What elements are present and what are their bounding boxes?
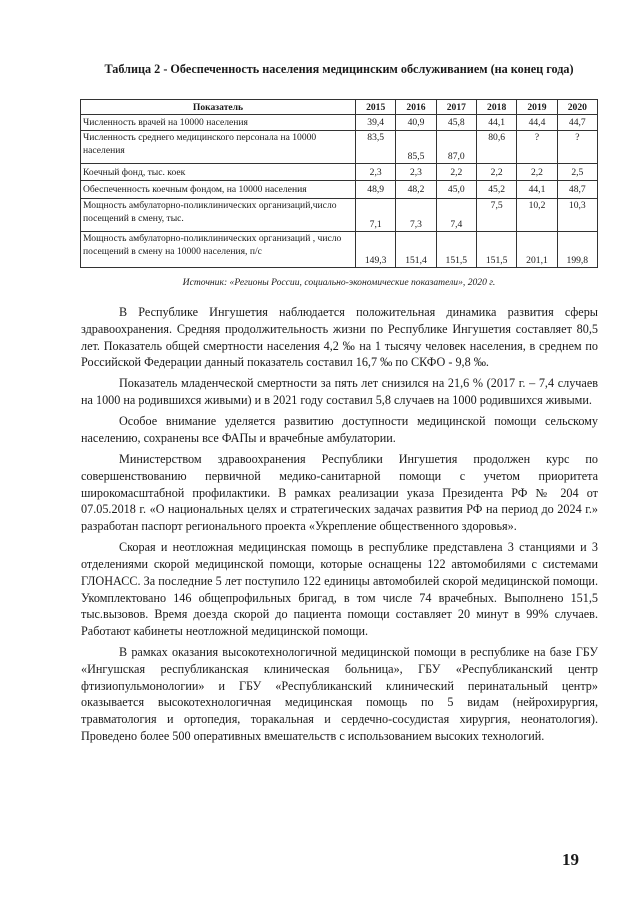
- table-cell: 44,1: [517, 181, 557, 199]
- table-cell: 151,4: [396, 232, 436, 268]
- data-table: [80, 99, 598, 268]
- table-cell: 87,0: [436, 131, 476, 164]
- table-cell: 7,3: [396, 199, 436, 232]
- table-cell: 2,2: [436, 164, 476, 181]
- table-cell: 48,2: [396, 181, 436, 199]
- table-cell: 201,1: [517, 232, 557, 268]
- header-cell: Показатель: [81, 100, 356, 115]
- table-cell: 7,5: [476, 199, 516, 232]
- row-label: Численность врачей на 10000 населения: [81, 115, 356, 131]
- body-text: [81, 304, 598, 749]
- table-cell: ?: [517, 131, 557, 164]
- table-cell: 83,5: [356, 131, 396, 164]
- table-row: [81, 131, 598, 164]
- paragraph: Скорая и неотложная медицинская помощь в республике представлена 3 станциями и 3 отделениями скорой медицинской помощи, которые оснащены 122 автомобилями с системами ГЛОНАСС. За последние 5 лет поступило 122 единицы автомобилей скорой медицинской помощи. Укомплектовано 146 общепрофильных бригад, в том числе 74 врачебных. Выполнено 151,5 тыс.вызовов. Время доезда скорой до пациента помощи составляет 20 минут в 99% случаев. Работают кабинеты неотложной медицинской помощи.: [81, 540, 598, 639]
- table-cell: 2,3: [356, 164, 396, 181]
- table-source-note: Источник: «Регионы России, социально-экономические показатели», 2020 г.: [182, 277, 496, 288]
- table-cell: 40,9: [396, 115, 436, 131]
- table-header-row: [81, 100, 598, 115]
- paragraph: В рамках оказания высокотехнологичной медицинской помощи в республике на базе ГБУ «Ингушская республиканская клиническая больница», ГБУ «Республиканский центр фтизиопульмонологии» и ГБУ «Республиканский клинический перинатальный центр» оказывается высокотехнологичная медицинская помощь по 5 видам (нейрохирургия, травматология и ортопедия, торакальная и сердечно-сосудистая хирургия, неонатология). Проведено более 500 оперативных вмешательств с использованием высоких технологий.: [81, 645, 598, 744]
- table-cell: 44,1: [476, 115, 516, 131]
- table-cell: 45,8: [436, 115, 476, 131]
- table-row: [81, 232, 598, 268]
- table-cell: 48,7: [557, 181, 597, 199]
- row-label: Мощность амбулаторно-поликлинических организаций , число посещений в смену на 10000 населения, п/с: [81, 232, 356, 268]
- table-row: [81, 115, 598, 131]
- row-label: Мощность амбулаторно-поликлинических организаций,число посещений в смену, тыс.: [81, 199, 356, 232]
- header-cell: 2020: [557, 100, 597, 115]
- table-cell: 2,3: [396, 164, 436, 181]
- paragraph: Показатель младенческой смертности за пять лет снизился на 21,6 % (2017 г. – 7,4 случаев на 1000 на родившихся живыми) и в 2021 году составил 5,8 случаев на 1000 родившихся живыми.: [81, 376, 598, 408]
- table-cell: 2,2: [517, 164, 557, 181]
- table-cell: 199,8: [557, 232, 597, 268]
- table-cell: 149,3: [356, 232, 396, 268]
- table-cell: 39,4: [356, 115, 396, 131]
- table-cell: 151,5: [476, 232, 516, 268]
- table-cell: 10,3: [557, 199, 597, 232]
- table-cell: 45,2: [476, 181, 516, 199]
- header-cell: 2018: [476, 100, 516, 115]
- table-cell: 80,6: [476, 131, 516, 164]
- table-cell: 45,0: [436, 181, 476, 199]
- table-cell: 151,5: [436, 232, 476, 268]
- table-cell: 85,5: [396, 131, 436, 164]
- row-label: Численность среднего медицинского персонала на 10000 населения: [81, 131, 356, 164]
- header-cell: 2015: [356, 100, 396, 115]
- header-cell: 2019: [517, 100, 557, 115]
- table-cell: 2,2: [476, 164, 516, 181]
- table-cell: 48,9: [356, 181, 396, 199]
- paragraph: Особое внимание уделяется развитию доступности медицинской помощи сельскому населению, сохранены все ФАПы и врачебные амбулатории.: [81, 414, 598, 445]
- row-label: Коечный фонд, тыс. коек: [81, 164, 356, 181]
- table-row: [81, 164, 598, 181]
- row-label: Обеспеченность коечным фондом, на 10000 населения: [81, 181, 356, 199]
- table-cell: 7,1: [356, 199, 396, 232]
- paragraph: В Республике Ингушетия наблюдается положительная динамика развития сферы здравоохранения. Средняя продолжительность жизни по Республике Ингушетия составляет 80,5 лет. Показатель общей смертности населения 4,2 ‰ на 1 тысячу человек населения, в среднем по Российской Федерации данный показатель составил 16,7 ‰ по СКФО - 9,8 ‰.: [81, 305, 598, 370]
- header-cell: 2017: [436, 100, 476, 115]
- table-cell: 2,5: [557, 164, 597, 181]
- table-cell: ?: [557, 131, 597, 164]
- table-cell: 44,4: [517, 115, 557, 131]
- table-row: [81, 181, 598, 199]
- header-cell: 2016: [396, 100, 436, 115]
- page-number: 19: [562, 850, 579, 869]
- table-title: Таблица 2 - Обеспеченность населения медицинским обслуживанием (на конец года): [104, 62, 574, 76]
- table-row: [81, 199, 598, 232]
- table-cell: 7,4: [436, 199, 476, 232]
- paragraph: Министерством здравоохранения Республики Ингушетия продолжен курс по совершенствованию первичной медико-санитарной помощи с учетом приоритета широкомасштабной профилактики. В рамках реализации указа Президента РФ № 204 от 07.05.2018 г. «О национальных целях и стратегических задачах развития РФ на период до 2024 г.» разработан паспорт регионального проекта «Укрепление общественного здоровья».: [81, 451, 598, 534]
- table-cell: 44,7: [557, 115, 597, 131]
- table-cell: 10,2: [517, 199, 557, 232]
